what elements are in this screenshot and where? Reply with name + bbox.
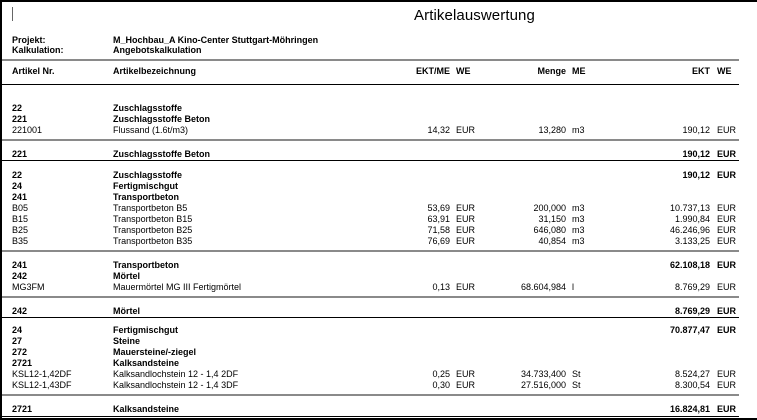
cell-me: m3 [572, 203, 585, 213]
cell-we-total: EUR [717, 225, 737, 235]
cell-artikel-nr: 22 [12, 170, 23, 180]
group-heading-row [0, 181, 757, 192]
cell-ekt-me: 14,32 [427, 125, 450, 135]
cell-artikelbezeichnung: Fertigmischgut [113, 181, 179, 191]
group-heading-row [0, 271, 757, 282]
cell-we-total: EUR [717, 236, 737, 246]
cell-we-total: EUR [717, 404, 737, 414]
group-heading-row [0, 347, 757, 358]
cell-artikelbezeichnung: Transportbeton [113, 192, 180, 202]
cell-ekt: 8.769,29 [674, 306, 710, 316]
row-divider [2, 160, 739, 161]
cell-artikel-nr: MG3FM [12, 282, 45, 292]
kalkulation-value: Angebotskalkulation [113, 45, 202, 55]
cell-ekt: 62.108,18 [669, 260, 710, 270]
cell-artikelbezeichnung: Mauermörtel MG III Fertigmörtel [113, 282, 242, 292]
col-header-artikel-nr: Artikel Nr. [12, 66, 55, 76]
cell-artikel-nr: 241 [12, 260, 28, 270]
header-divider-top [2, 59, 739, 61]
group-heading-row [0, 336, 757, 347]
cell-artikel-nr: 272 [12, 347, 28, 357]
cell-menge: 31,150 [538, 214, 566, 224]
cell-ekt: 3.133,25 [674, 236, 710, 246]
cell-artikelbezeichnung: Zuschlagsstoffe Beton [113, 114, 211, 124]
cell-we-total: EUR [717, 203, 737, 213]
cell-artikel-nr: 221 [12, 149, 28, 159]
cell-ekt-me: 76,69 [427, 236, 450, 246]
cell-artikel-nr: B15 [12, 214, 29, 224]
cell-artikelbezeichnung: Kalksandsteine [113, 358, 180, 368]
cell-we: EUR [456, 125, 476, 135]
cell-ekt: 16.824,81 [669, 404, 710, 414]
cell-artikelbezeichnung: Transportbeton [113, 260, 180, 270]
article-row [0, 380, 757, 391]
cell-we-total: EUR [717, 125, 737, 135]
header-divider-bottom [2, 84, 739, 85]
article-row [0, 282, 757, 293]
kalkulation-label: Kalkulation: [12, 45, 64, 55]
cell-ekt: 190,12 [682, 125, 710, 135]
cell-ekt: 8.524,27 [674, 369, 710, 379]
article-row [0, 236, 757, 247]
cell-artikelbezeichnung: Kalksandlochstein 12 - 1,4 3DF [113, 380, 239, 390]
cell-ekt: 190,12 [682, 170, 710, 180]
cell-artikel-nr: 24 [12, 181, 23, 191]
subtotal-row [0, 149, 757, 160]
group-total-row [0, 325, 757, 336]
text-cursor [12, 7, 13, 21]
cell-ekt: 8.769,29 [674, 282, 710, 292]
cell-artikel-nr: 27 [12, 336, 23, 346]
group-heading-row [0, 114, 757, 125]
group-heading-row [0, 103, 757, 114]
cell-artikelbezeichnung: Fertigmischgut [113, 325, 179, 335]
cell-artikel-nr: B05 [12, 203, 29, 213]
cell-we-total: EUR [717, 380, 737, 390]
cell-me: l [572, 282, 574, 292]
cell-we: EUR [456, 369, 476, 379]
cell-we-total: EUR [717, 170, 737, 180]
cell-artikelbezeichnung: Zuschlagsstoffe [113, 103, 183, 113]
cell-artikelbezeichnung: Steine [113, 336, 141, 346]
subtotal-row [0, 404, 757, 415]
cell-artikel-nr: 242 [12, 271, 28, 281]
cell-artikelbezeichnung: Transportbeton B5 [113, 203, 188, 213]
col-header-ekt-me: EKT/ME [415, 66, 450, 76]
cell-artikelbezeichnung: Zuschlagsstoffe Beton [113, 149, 211, 159]
article-row [0, 203, 757, 214]
cell-me: m3 [572, 125, 585, 135]
cell-artikelbezeichnung: Kalksandsteine [113, 404, 180, 414]
cell-ekt-me: 0,25 [432, 369, 450, 379]
cell-ekt-me: 0,30 [432, 380, 450, 390]
article-row [0, 369, 757, 380]
cell-artikelbezeichnung: Flussand (1.6t/m3) [113, 125, 189, 135]
cell-ekt-me: 63,91 [427, 214, 450, 224]
projekt-value: M_Hochbau_A Kino-Center Stuttgart-Möhringen [113, 35, 319, 45]
cell-me: St [572, 369, 581, 379]
article-row [0, 225, 757, 236]
row-divider [2, 250, 739, 252]
col-header-artikelbezeichnung: Artikelbezeichnung [113, 66, 197, 76]
cell-ekt-me: 0,13 [432, 282, 450, 292]
row-divider [2, 296, 739, 298]
col-header-menge: Menge [537, 66, 566, 76]
article-row [0, 125, 757, 136]
cell-we: EUR [456, 214, 476, 224]
cell-ekt: 8.300,54 [674, 380, 710, 390]
cell-we-total: EUR [717, 149, 737, 159]
cell-artikelbezeichnung: Transportbeton B35 [113, 236, 193, 246]
group-heading-row [0, 192, 757, 203]
cell-artikelbezeichnung: Transportbeton B25 [113, 225, 193, 235]
cell-me: St [572, 380, 581, 390]
cell-artikel-nr: 241 [12, 192, 28, 202]
cell-artikelbezeichnung: Mörtel [113, 306, 140, 316]
cell-artikelbezeichnung: Mörtel [113, 271, 140, 281]
cell-we-total: EUR [717, 306, 737, 316]
cell-ekt: 46.246,96 [669, 225, 710, 235]
group-total-row [0, 170, 757, 181]
subtotal-row [0, 306, 757, 317]
cell-artikel-nr: 2721 [12, 404, 33, 414]
cell-artikel-nr: KSL12-1,42DF [12, 369, 72, 379]
subtotal-row [0, 260, 757, 271]
cell-we: EUR [456, 380, 476, 390]
col-header-ekt: EKT [692, 66, 710, 76]
cell-artikelbezeichnung: Transportbeton B15 [113, 214, 193, 224]
col-header-me: ME [572, 66, 586, 76]
cell-artikelbezeichnung: Zuschlagsstoffe [113, 170, 183, 180]
cell-ekt-me: 71,58 [427, 225, 450, 235]
cell-ekt: 10.737,13 [669, 203, 710, 213]
cell-menge: 27.516,000 [520, 380, 566, 390]
table-bottom-divider [2, 416, 739, 417]
cell-we: EUR [456, 225, 476, 235]
cell-we-total: EUR [717, 282, 737, 292]
cell-menge: 646,080 [533, 225, 566, 235]
column-header-row [0, 66, 757, 77]
cell-we: EUR [456, 282, 476, 292]
col-header-we-total: WE [717, 66, 732, 76]
cell-ekt: 190,12 [682, 149, 710, 159]
cell-artikelbezeichnung: Mauersteine/-ziegel [113, 347, 197, 357]
cell-artikel-nr: B35 [12, 236, 29, 246]
row-divider [2, 394, 739, 396]
cell-menge: 40,854 [538, 236, 566, 246]
col-header-we: WE [456, 66, 471, 76]
cell-artikel-nr: 221001 [12, 125, 43, 135]
cell-we-total: EUR [717, 260, 737, 270]
cell-artikel-nr: 24 [12, 325, 23, 335]
cell-artikel-nr: 242 [12, 306, 28, 316]
cell-artikel-nr: 22 [12, 103, 23, 113]
cell-we: EUR [456, 203, 476, 213]
row-divider [2, 139, 739, 141]
group-heading-row [0, 358, 757, 369]
cell-we: EUR [456, 236, 476, 246]
cell-me: m3 [572, 214, 585, 224]
cell-artikel-nr: 221 [12, 114, 28, 124]
cell-menge: 200,000 [533, 203, 566, 213]
cell-me: m3 [572, 225, 585, 235]
row-divider [2, 317, 739, 318]
cell-me: m3 [572, 236, 585, 246]
cell-menge: 34.733,400 [520, 369, 566, 379]
cell-ekt: 70.877,47 [669, 325, 710, 335]
cell-ekt-me: 53,69 [427, 203, 450, 213]
cell-we-total: EUR [717, 369, 737, 379]
cell-menge: 68.604,984 [520, 282, 566, 292]
cell-ekt: 1.990,84 [674, 214, 710, 224]
cell-artikel-nr: 2721 [12, 358, 33, 368]
cell-artikel-nr: KSL12-1,43DF [12, 380, 72, 390]
cell-artikel-nr: B25 [12, 225, 29, 235]
cell-we-total: EUR [717, 325, 737, 335]
article-row [0, 214, 757, 225]
cell-menge: 13,280 [538, 125, 566, 135]
projekt-label: Projekt: [12, 35, 46, 45]
cell-we-total: EUR [717, 214, 737, 224]
report-title: Artikelauswertung [414, 7, 535, 24]
cell-artikelbezeichnung: Kalksandlochstein 12 - 1,4 2DF [113, 369, 239, 379]
